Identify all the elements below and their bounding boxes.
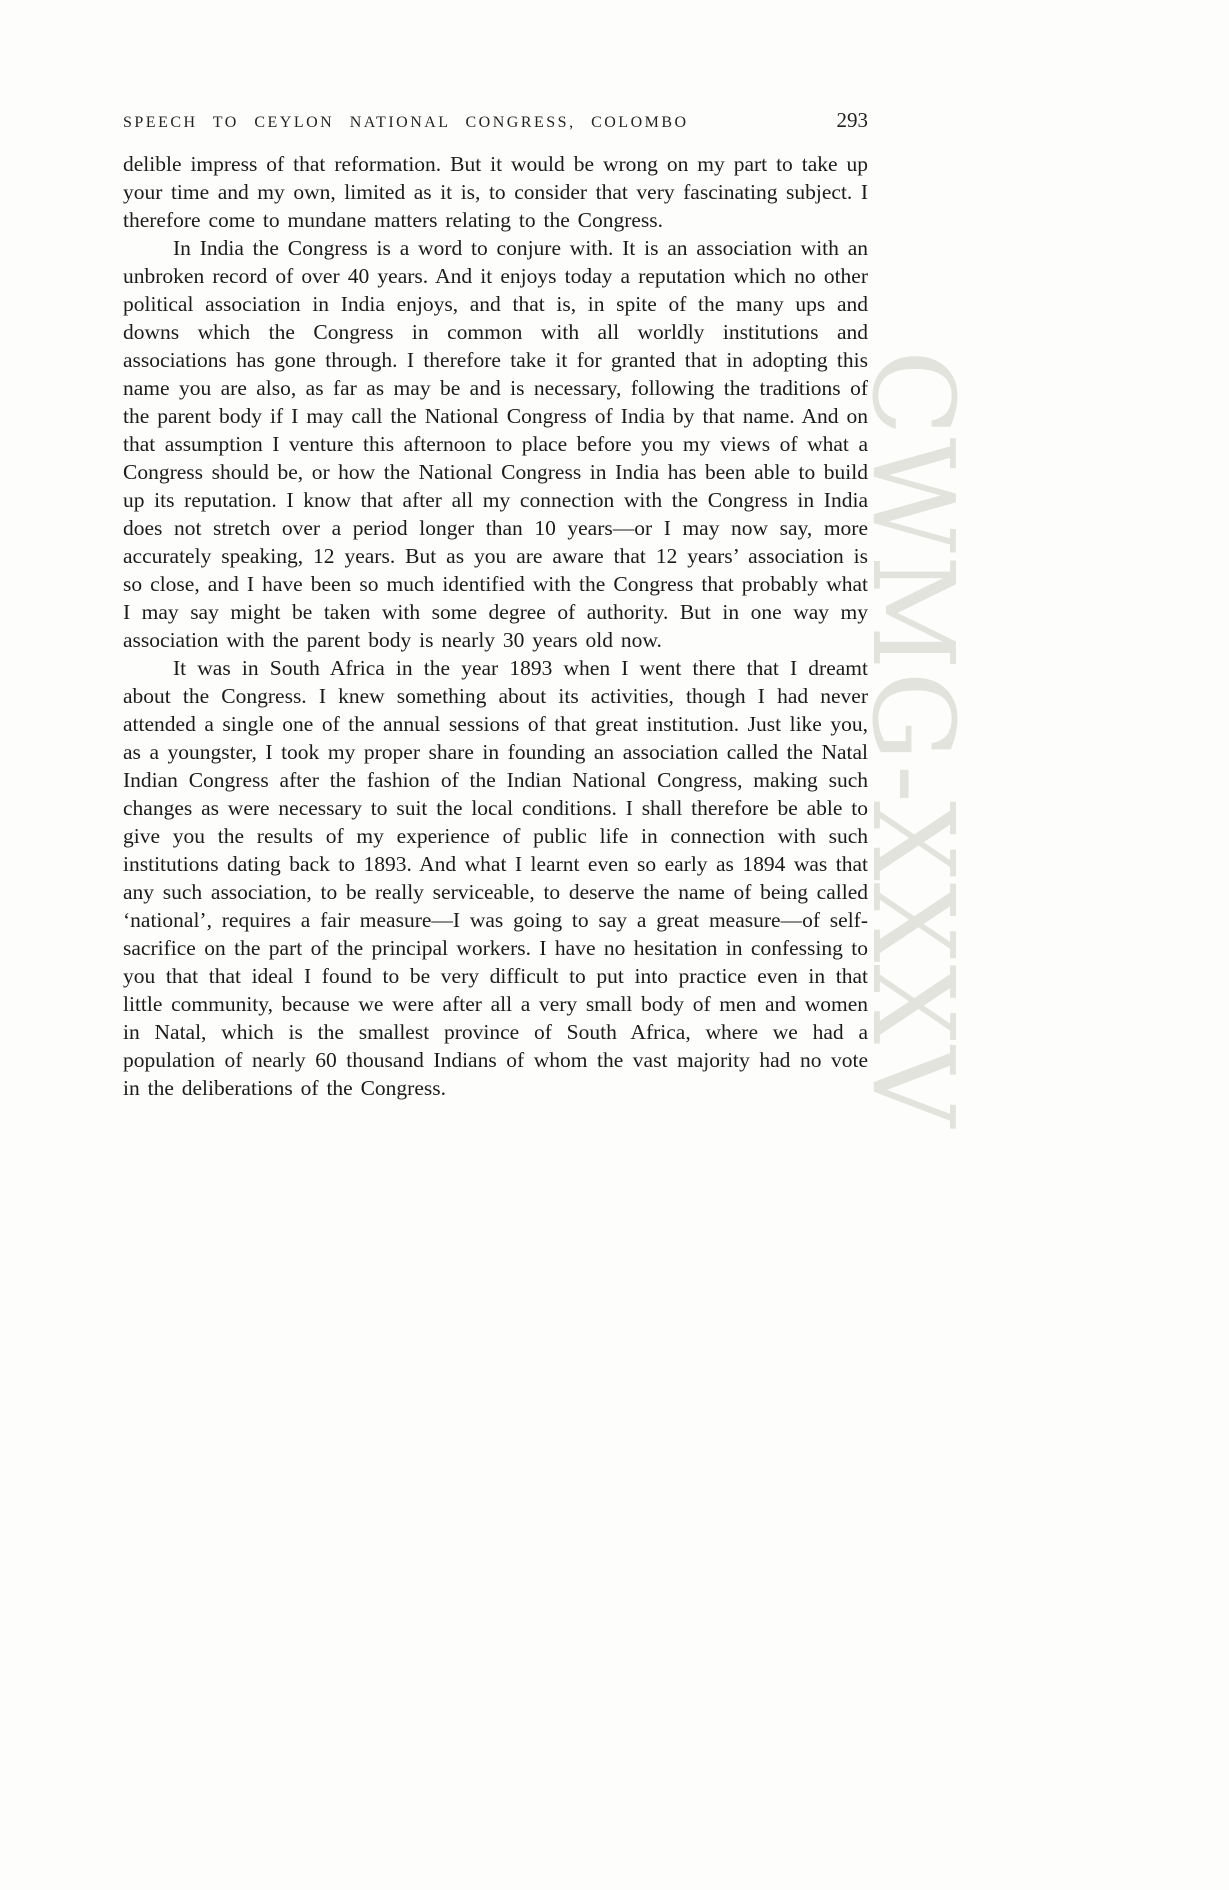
page-number: 293 [836,108,868,132]
paragraph-continuation: delible impress of that reformation. But it would be wrong on my part to take up your time and my own, limited as it is, to consider that very fascinating subject. I therefore come to mundane matters relating to the Congress. [123,152,868,232]
speech-body [123,150,868,1102]
paragraph: It was in South Africa in the year 1893 when I went there that I dreamt about the Congress. I knew something about its activities, though I had never attended a single one of the annual sessions of that great institution. Just like you, as a youngster, I took my proper share in founding an association called the Natal Indian Congress after the fashion of the Indian National Congress, making such changes as were necessary to suit the local conditions. I shall therefore be able to give you the results of my experience of public life in connection with such institutions dating back to 1893. And what I learnt even so early as 1894 was that any such association, to be really serviceable, to deserve the name of being called ‘national’, requires a fair measure—I was going to say a great measure—of self-sacrifice on the part of the principal workers. I have no hesitation in confessing to you that that ideal I found to be very difficult to put into practice even in that little community, because we were after all a very small body of men and women in Natal, which is the smallest province of South Africa, where we had a population of nearly 60 thousand Indians of whom the vast majority had no vote in the deliberations of the Congress. [123,656,868,1100]
watermark: CWMG-XXXV [847,350,977,1129]
paragraph: In India the Congress is a word to conjure with. It is an association with an unbroken record of over 40 years. And it enjoys today a reputation which no other political association in India enjoys, and that is, in spite of the many ups and downs which the Congress in common with all worldly institutions and associations has gone through. I therefore take it for granted that in adopting this name you are also, as far as may be and is necessary, following the traditions of the parent body if I may call the National Congress of India by that name. And on that assumption I venture this afternoon to place before you my views of what a Congress should be, or how the National Congress in India has been able to build up its reputation. I know that after all my connection with the Congress in India does not stretch over a period longer than 10 years—or I may now say, more accurately speaking, 12 years. But as you are aware that 12 years’ association is so close, and I have been so much identified with the Congress that probably what I may say might be taken with some degree of authority. But in one way my association with the parent body is nearly 30 years old now. [123,236,868,652]
running-head: SPEECH TO CEYLON NATIONAL CONGRESS, COLOMBO [123,114,689,131]
page-header [123,108,868,133]
